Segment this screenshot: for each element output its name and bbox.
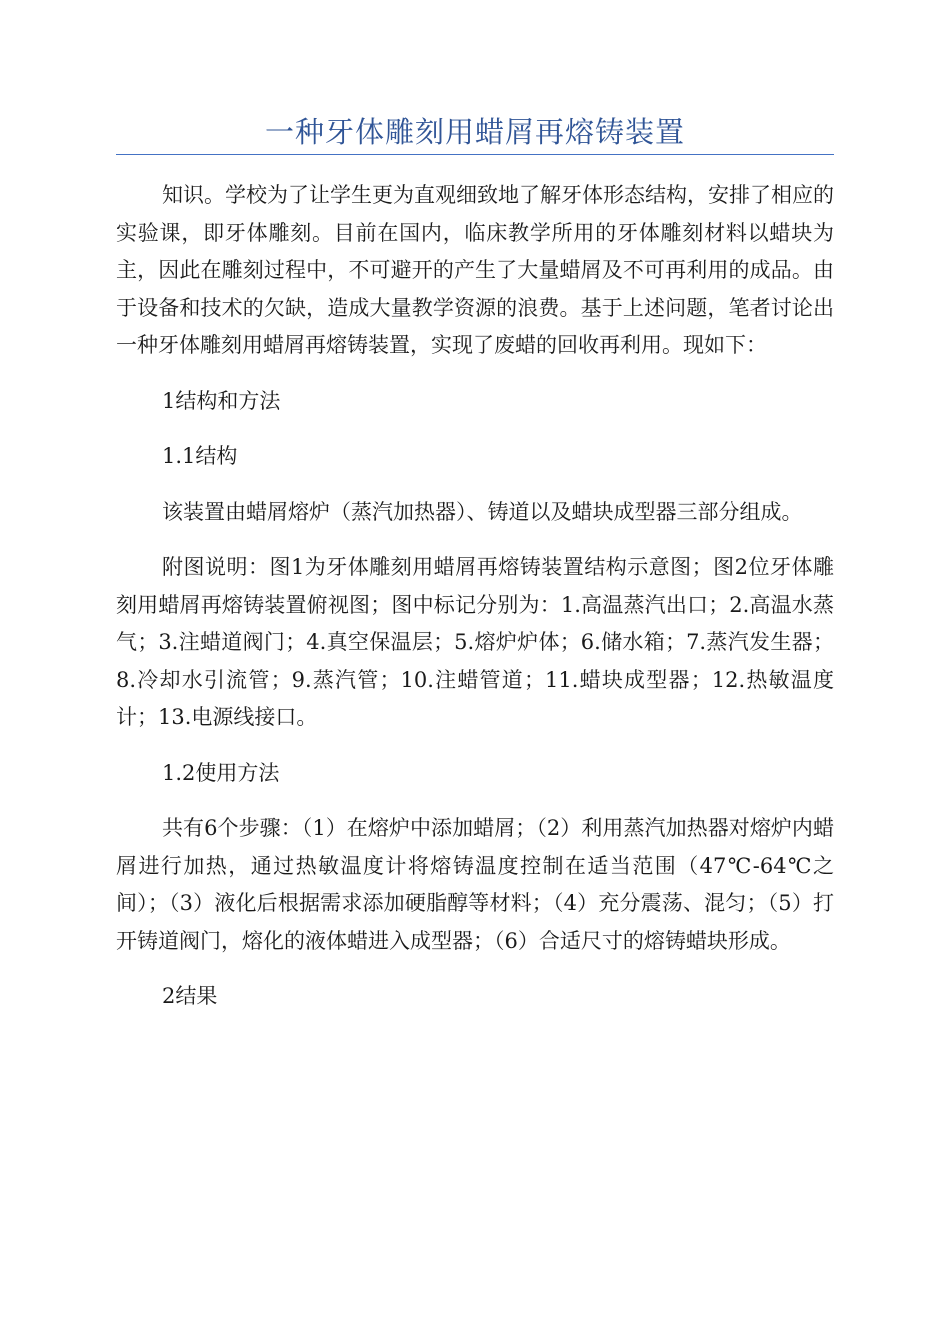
heading-structure: 1.1结构: [162, 444, 238, 468]
paragraph-intro: 知识。学校为了让学生更为直观细致地了解牙体形态结构，安排了相应的实验课，即牙体雕刻。目前在国内，临床教学所用的牙体雕刻材料以蜡块为主，因此在雕刻过程中，不可避开的产生了大量蜡屑及不可再利用的成品。由于设备和技术的欠缺，造成大量教学资源的浪费。基于上述问题，笔者讨论出一种牙体雕刻用蜡屑再熔铸装置，实现了废蜡的回收再利用。现如下：: [116, 183, 834, 357]
paragraph-figure-description: 附图说明：图1为牙体雕刻用蜡屑再熔铸装置结构示意图；图2位牙体雕刻用蜡屑再熔铸装置俯视图；图中标记分别为：1.高温蒸汽出口；2.高温水蒸气；3.注蜡道阀门；4.真空保温层；5.熔炉炉体；6.储水箱；7.蒸汽发生器；8.冷却水引流管；9.蒸汽管；10.注蜡管道；11.蜡块成型器；12.热敏温度计；13.电源线接口。: [116, 555, 834, 729]
paragraph-device-composition: 该装置由蜡屑熔炉（蒸汽加热器）、铸道以及蜡块成型器三部分组成。: [162, 499, 803, 524]
document-body: [116, 177, 834, 1016]
heading-usage-method: 1.2使用方法: [162, 760, 280, 785]
heading-structure-and-method: 1结构和方法: [162, 388, 281, 413]
heading-results: 2结果: [162, 984, 218, 1008]
paragraph-steps: 共有6个步骤：（1）在熔炉中添加蜡屑；（2）利用蒸汽加热器对熔炉内蜡屑进行加热，通过热敏温度计将熔铸温度控制在适当范围（47℃-64℃之间）；（3）液化后根据需求添加硬脂醇等材料；（4）充分震荡、混匀；（5）打开铸道阀门，熔化的液体蜡进入成型器；（6）合适尺寸的熔铸蜡块形成。: [116, 816, 834, 953]
title-underline: [116, 154, 834, 155]
document-title: 一种牙体雕刻用蜡屑再熔铸装置: [264, 115, 685, 149]
